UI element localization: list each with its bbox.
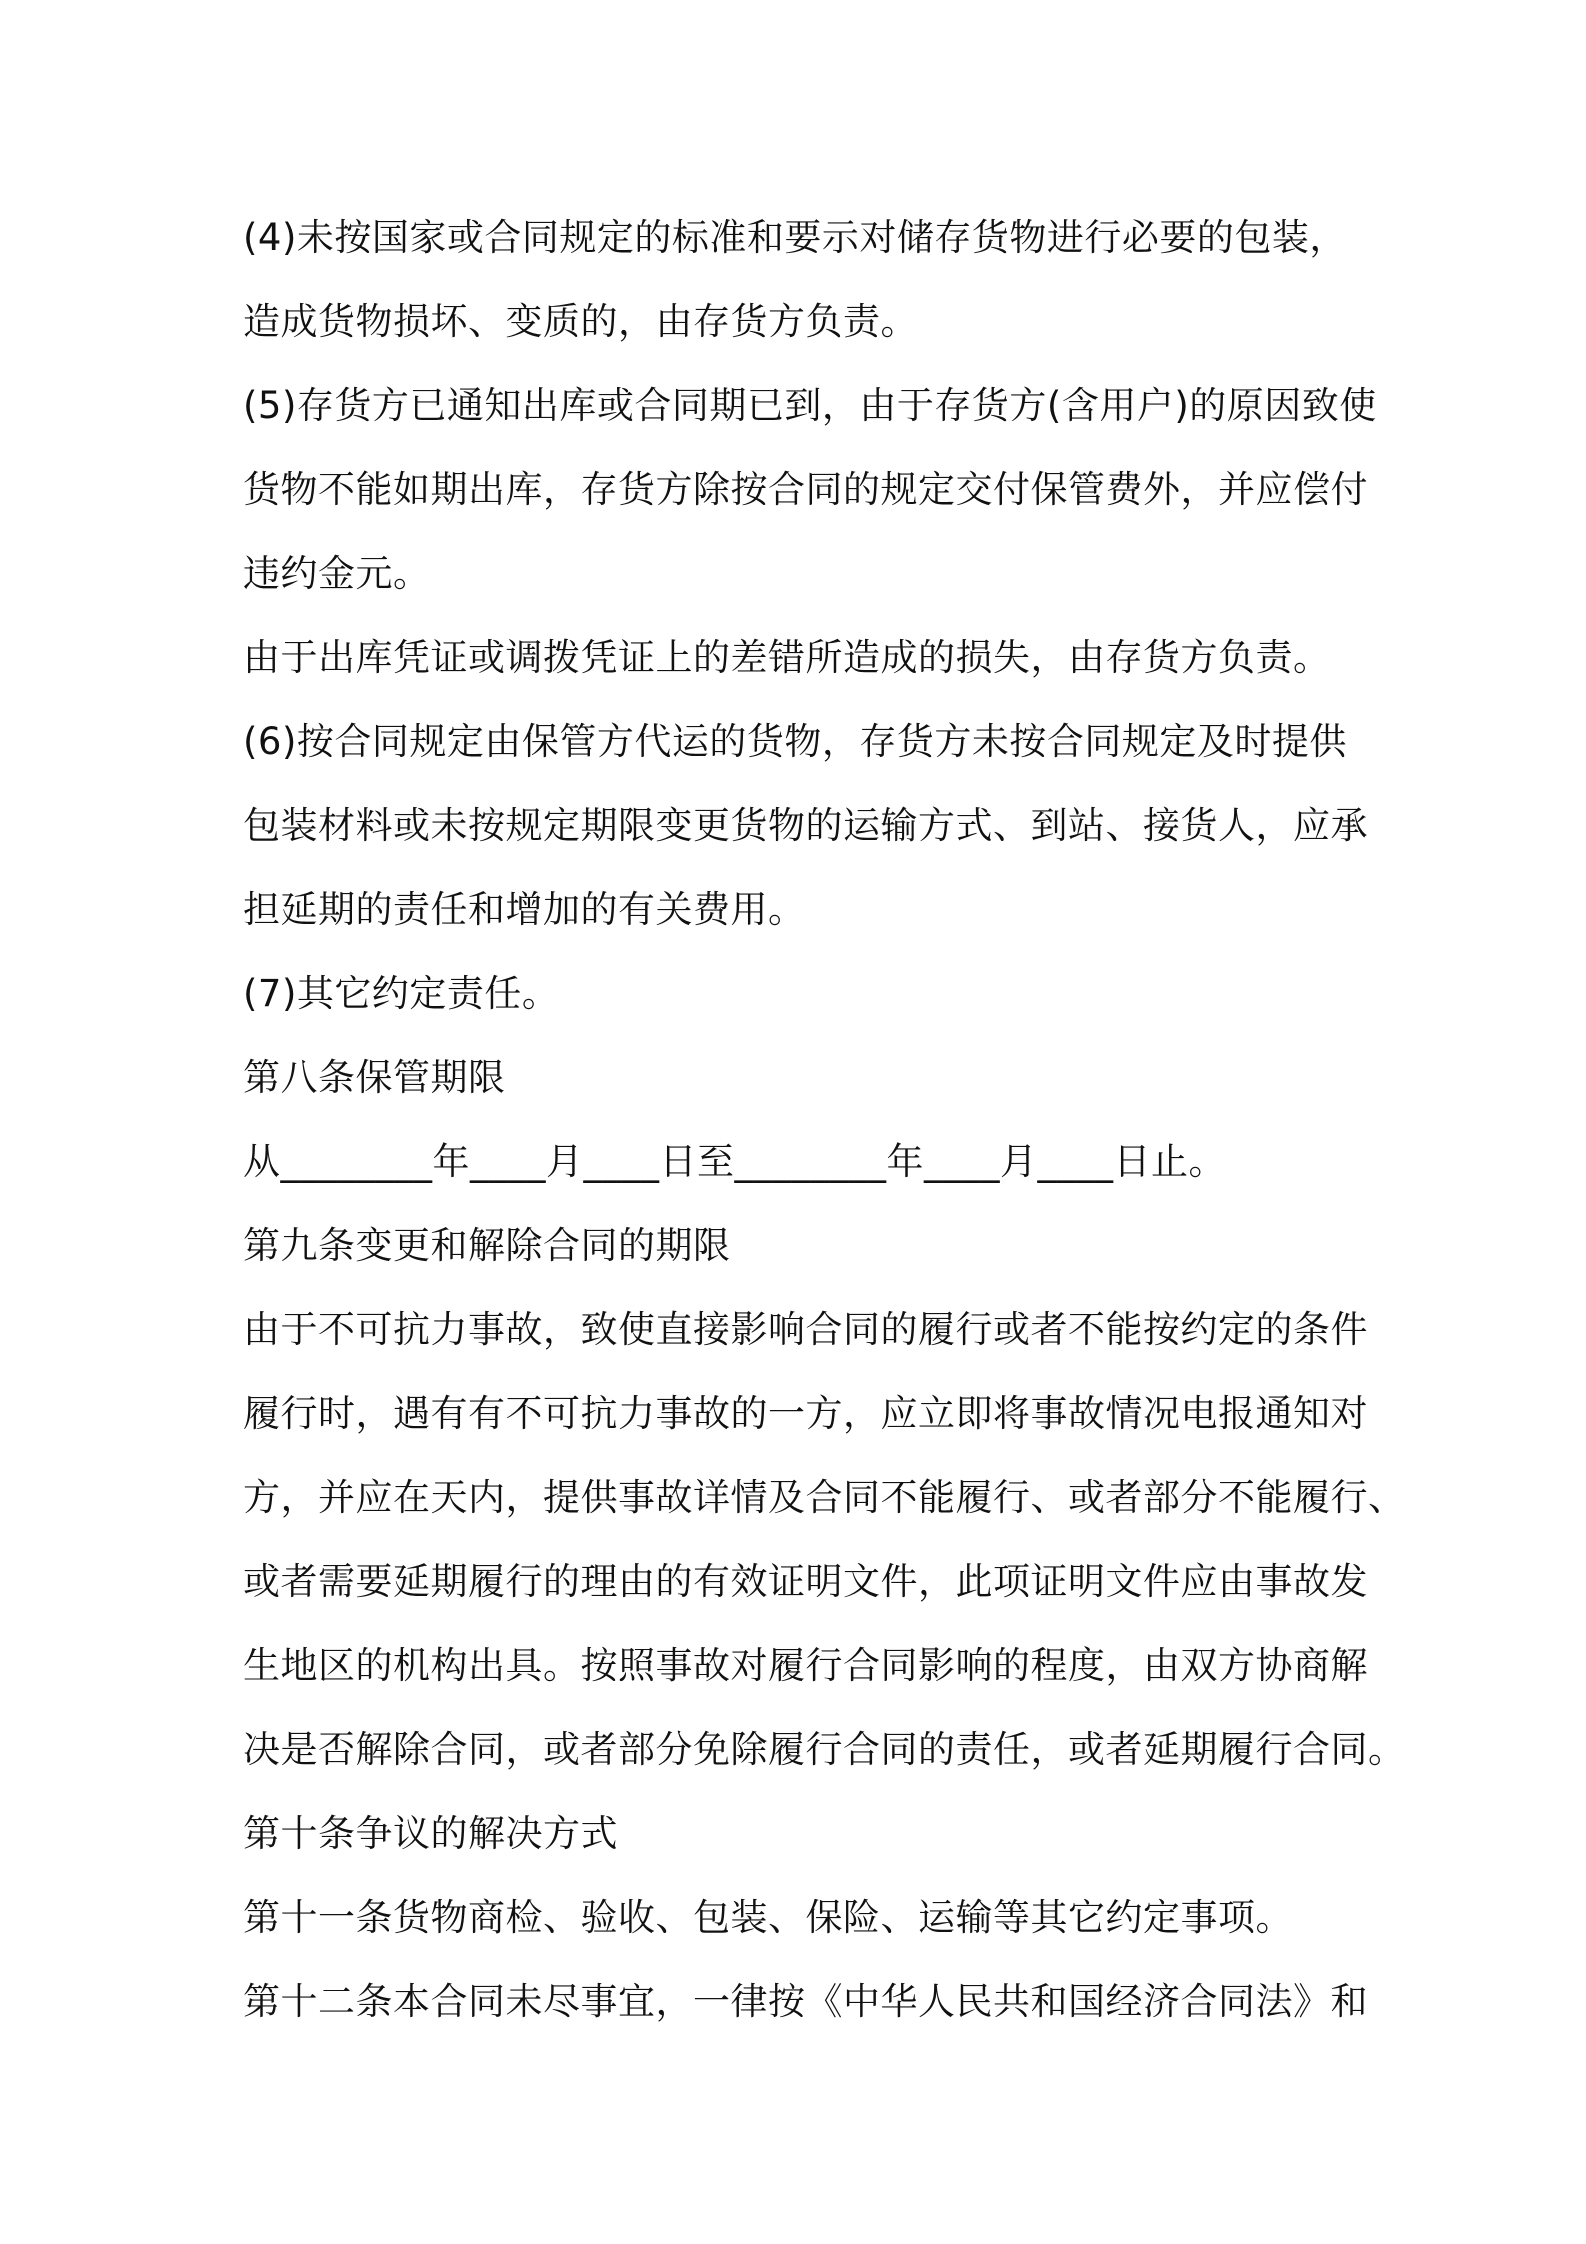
clause-6-line-2: 包装材料或未按规定期限变更货物的运输方式、到站、接货人，应承 [243, 804, 1368, 847]
clause-4-line-1: (4)未按国家或合同规定的标准和要示对储存货物进行必要的包装， [243, 216, 1347, 259]
clause-7: (7)其它约定责任。 [243, 972, 560, 1015]
article-9-heading: 第九条变更和解除合同的期限 [243, 1224, 731, 1267]
article-12-line: 第十二条本合同未尽事宜，一律按《中华人民共和国经济合同法》和 [243, 1980, 1368, 2023]
storage-period-line: 从________年____月____日至________年____月____日止。 [243, 1140, 1226, 1183]
article-9-line-4: 或者需要延期履行的理由的有效证明文件，此项证明文件应由事故发 [243, 1560, 1368, 1603]
clause-5-line-2: 货物不能如期出库，存货方除按合同的规定交付保管费外，并应偿付 [243, 468, 1368, 511]
article-9-line-2: 履行时，遇有有不可抗力事故的一方，应立即将事故情况电报通知对 [243, 1392, 1368, 1435]
clause-6-line-3: 担延期的责任和增加的有关费用。 [243, 888, 806, 931]
article-10-heading: 第十条争议的解决方式 [243, 1812, 618, 1855]
article-9-line-6: 决是否解除合同，或者部分免除履行合同的责任，或者延期履行合同。 [243, 1728, 1406, 1771]
clause-5-line-3: 违约金元。 [243, 552, 431, 595]
clause-5-note: 由于出库凭证或调拨凭证上的差错所造成的损失，由存货方负责。 [243, 636, 1331, 679]
clause-6-line-1: (6)按合同规定由保管方代运的货物，存货方未按合同规定及时提供 [243, 720, 1347, 763]
clause-5-line-1: (5)存货方已通知出库或合同期已到，由于存货方(含用户)的原因致使 [243, 384, 1377, 427]
article-8-heading: 第八条保管期限 [243, 1056, 506, 1099]
article-9-line-1: 由于不可抗力事故，致使直接影响合同的履行或者不能按约定的条件 [243, 1308, 1368, 1351]
clause-4-line-2: 造成货物损坏、变质的，由存货方负责。 [243, 300, 918, 343]
document-body [243, 196, 1406, 2044]
article-9-line-3: 方，并应在天内，提供事故详情及合同不能履行、或者部分不能履行、 [243, 1476, 1406, 1519]
article-9-line-5: 生地区的机构出具。按照事故对履行合同影响的程度，由双方协商解 [243, 1644, 1368, 1687]
article-11-line: 第十一条货物商检、验收、包装、保险、运输等其它约定事项。 [243, 1896, 1293, 1939]
